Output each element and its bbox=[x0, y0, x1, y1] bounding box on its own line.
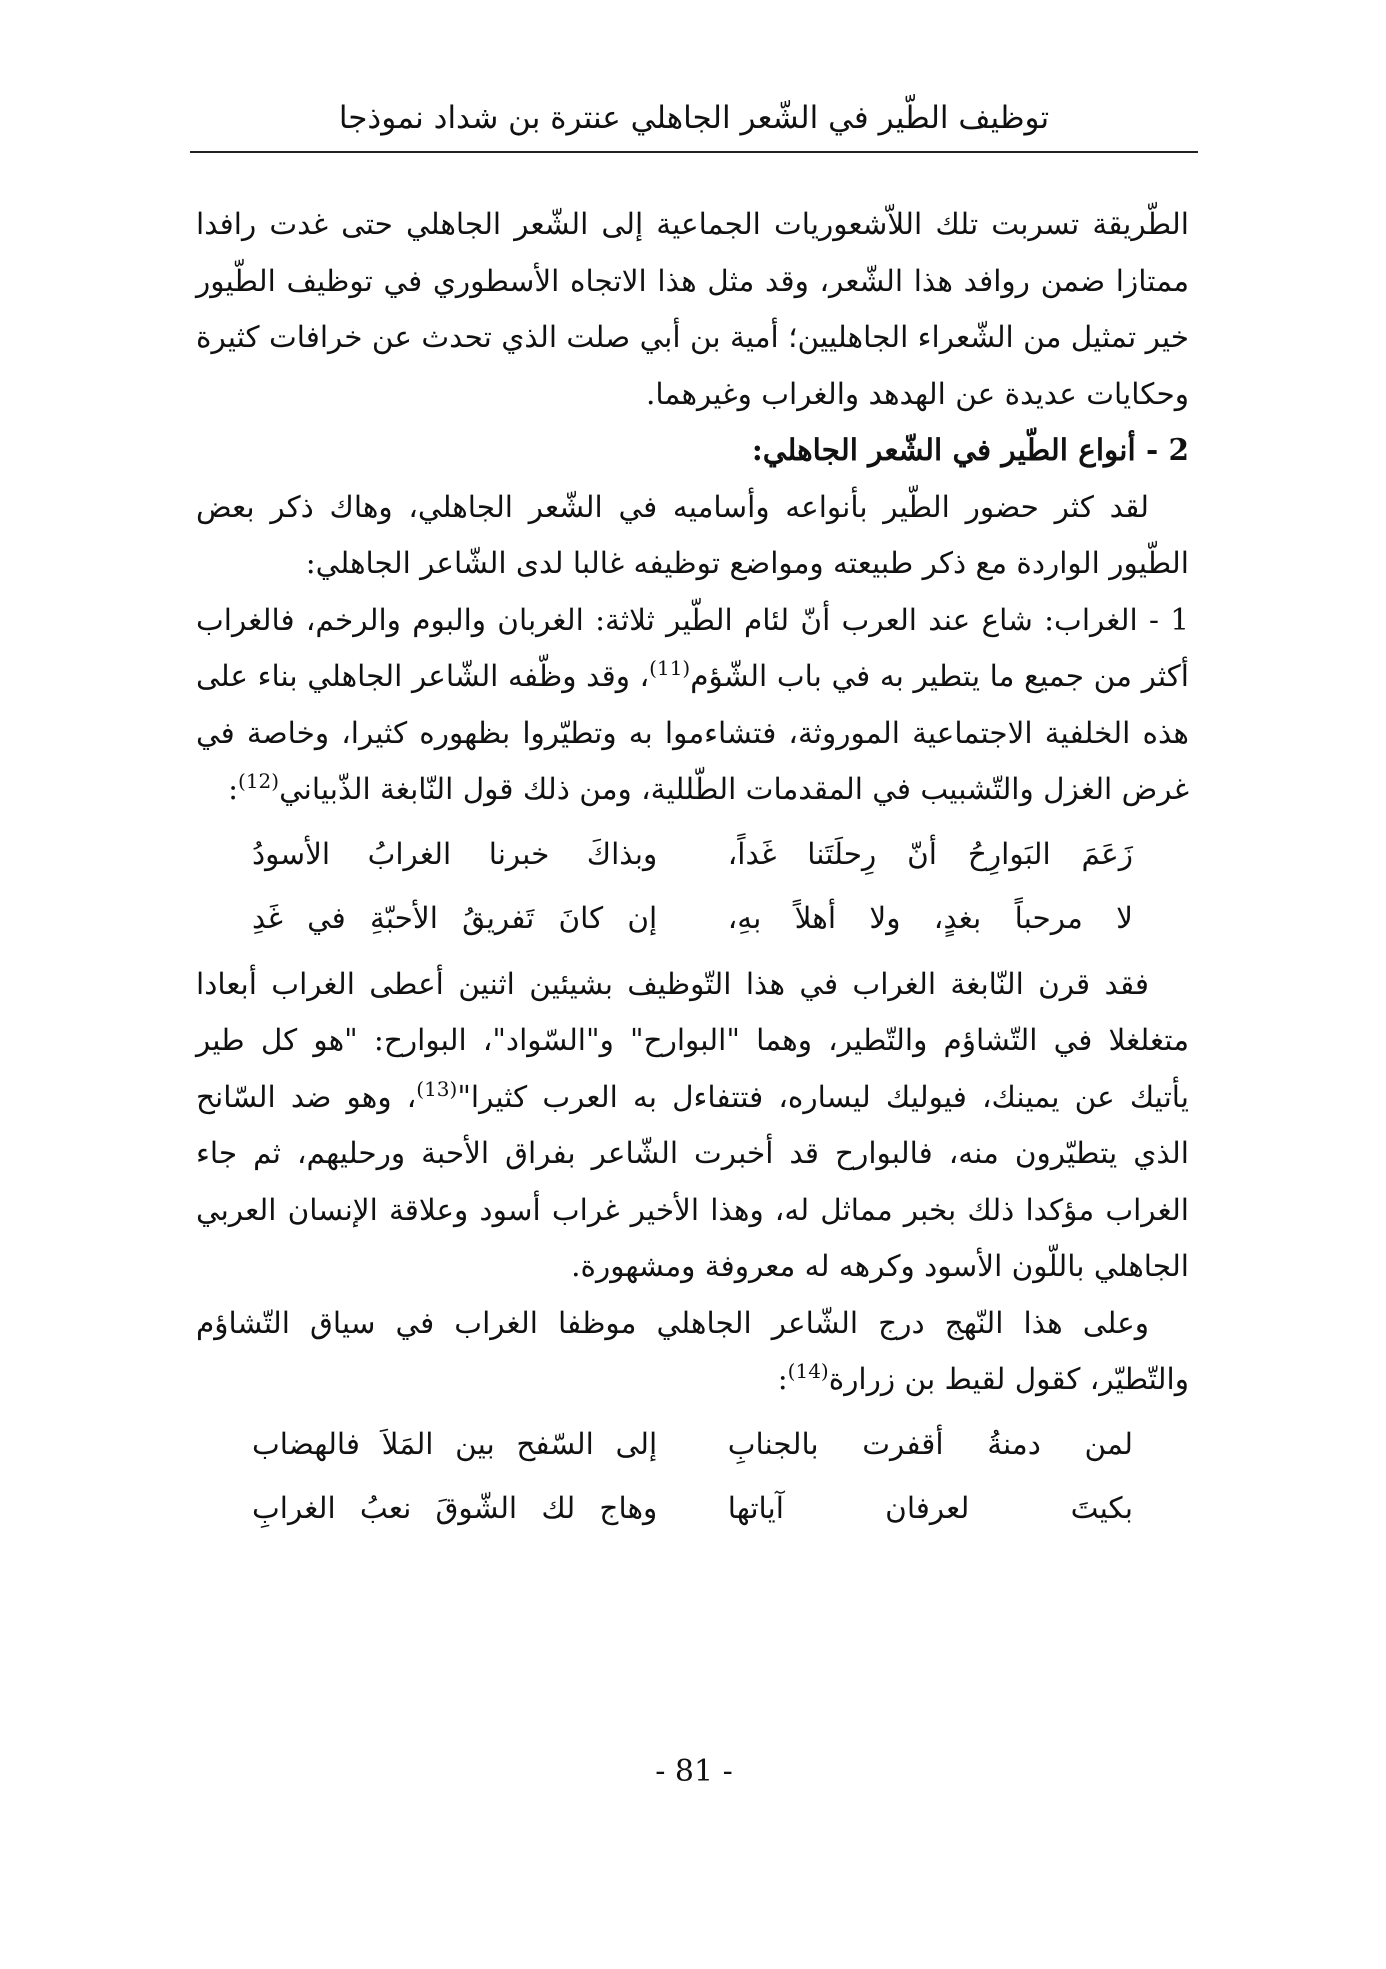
verse-first-hemistich: لمن دمنةُ أقفرت بالجنابِ bbox=[727, 1426, 1133, 1461]
verse-second-hemistich: إلى السّفح بين المَلاَ فالهضاب bbox=[252, 1426, 658, 1461]
page-number: - 81 - bbox=[655, 1754, 733, 1789]
footnote-ref-11: (11) bbox=[649, 656, 691, 681]
paragraph-3 bbox=[196, 592, 1189, 818]
paragraph-3-text-a: 1 - الغراب: شاع عند العرب أنّ لئام الطّير ثلاثة: الغربان والبوم والرخم، فالغراب أكثر من جميع ما يتطير به في باب الشّؤم bbox=[196, 602, 1189, 693]
verse-second-hemistich: وهاج لك الشّوقَ نعبُ الغرابِ bbox=[252, 1490, 658, 1525]
verse-second-hemistich: وبذاكَ خبرنا الغرابُ الأسودُ bbox=[252, 836, 658, 871]
verse-first-hemistich: لا مرحباً بغدٍ، ولا أهلاً بهِ، bbox=[727, 900, 1133, 935]
verse-first-hemistich: بكيتَ لعرفان آياتها bbox=[727, 1490, 1133, 1525]
paragraph-5 bbox=[196, 1295, 1189, 1408]
footnote-ref-14: (14) bbox=[787, 1359, 829, 1384]
section-heading: 2 - أنواع الطّير في الشّعر الجاهلي: bbox=[751, 432, 1189, 467]
paragraph-5-text-b: : bbox=[777, 1362, 788, 1396]
page-footer bbox=[190, 1752, 1198, 1792]
paragraph-2: لقد كثر حضور الطّير بأنواعه وأساميه في الشّعر الجاهلي، وهاك ذكر بعض الطّيور الواردة مع ذكر طبيعته ومواضع توظيفه غالبا لدى الشّاعر الجاهلي: bbox=[196, 489, 1189, 580]
poem-2-verse bbox=[196, 1412, 1189, 1476]
running-header-title: توظيف الطّير في الشّعر الجاهلي عنترة بن شداد نموذجا bbox=[338, 100, 1050, 136]
header-divider bbox=[190, 151, 1198, 153]
poem-1-verse bbox=[196, 822, 1189, 886]
paragraph-3-text-b: ، وقد وظّفه الشّاعر الجاهلي بناء على هذه الخلفية الاجتماعية الموروثة، فتشاءموا به وتطيّروا بظهوره كثيرا، وخاصة في غرض الغزل والتّشبيب في المقدمات الطّللية، ومن ذلك قول النّابغة الذّبياني bbox=[196, 659, 1189, 806]
paragraph-1: الطّريقة تسربت تلك اللاّشعوريات الجماعية إلى الشّعر الجاهلي حتى غدت رافدا ممتازا ضمن روافد هذا الشّعر، وقد مثل هذا الاتجاه الأسطوري في توظيف الطّيور خير تمثيل من الشّعراء الجاهليين؛ أمية بن أبي صلت الذي تحدث عن خرافات كثيرة وحكايات عديدة عن الهدهد والغراب وغيرهما. bbox=[196, 207, 1189, 411]
page-body bbox=[196, 196, 1189, 1546]
poem-1 bbox=[196, 822, 1189, 950]
paragraph-4-text-b: ، وهو ضد السّانح الذي يتطيّرون منه، فالبوارح قد أخبرت الشّاعر بفراق الأحبة ورحليهم، ثم جاء الغراب مؤكدا ذلك بخبر مماثل له، وهذا الأخير غراب أسود وعلاقة الإنسان العربي الجاهلي باللّون الأسود وكرهه له معروفة ومشهورة. bbox=[196, 1079, 1189, 1283]
footnote-ref-12: (12) bbox=[238, 769, 280, 794]
paragraph-5-text-a: وعلى هذا النّهج درج الشّاعر الجاهلي موظفا الغراب في سياق التّشاؤم والتّطيّر، كقول لقيط بن زرارة bbox=[196, 1305, 1189, 1396]
poem-2-verse bbox=[196, 1476, 1189, 1540]
running-header bbox=[190, 96, 1198, 140]
paragraph-4 bbox=[196, 956, 1189, 1295]
poem-1-verse bbox=[196, 886, 1189, 950]
verse-first-hemistich: زَعَمَ البَوارِحُ أنّ رِحلَتَنا غَداً، bbox=[727, 836, 1133, 871]
poem-2 bbox=[196, 1412, 1189, 1540]
verse-second-hemistich: إن كانَ تَفريقُ الأحبّةِ في غَدِ bbox=[252, 900, 658, 935]
paragraph-4-text-a: فقد قرن النّابغة الغراب في هذا التّوظيف بشيئين اثنين أعطى الغراب أبعادا متغلغلا في التّشاؤم والتّطير، وهما "البوارح" و"السّواد"، البوارح: "هو كل طير يأتيك عن يمينك، فيوليك ليساره، فتتفاءل به العرب كثيرا" bbox=[196, 966, 1189, 1114]
footnote-ref-13: (13) bbox=[416, 1076, 458, 1101]
paragraph-3-text-c: : bbox=[228, 772, 239, 806]
